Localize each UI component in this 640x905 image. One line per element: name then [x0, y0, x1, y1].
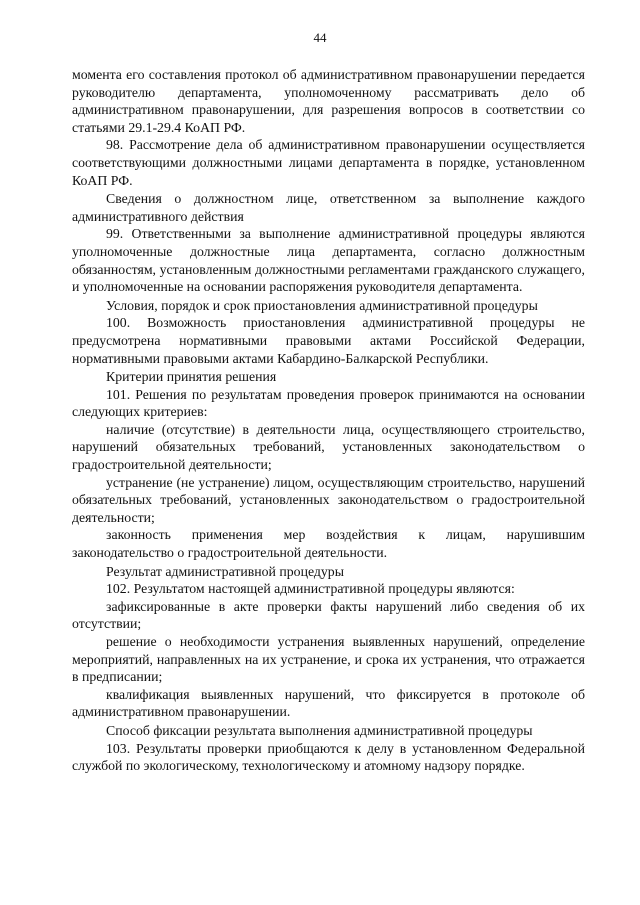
section-heading-fixation-method: Способ фиксации результата выполнения административной процедуры — [106, 722, 533, 738]
section-heading-suspension: Условия, порядок и срок приостановления административной процедуры — [106, 297, 538, 313]
criterion-item: наличие (отсутствие) в деятельности лица, осуществляющего строительство, нарушений обязательных требований, установленных законодательством о градостроительной деятельности; — [72, 421, 585, 473]
criterion-item: устранение (не устранение) лицом, осуществляющим строительство, нарушений обязательных требований, установленных законодательством о градостроительной деятельности; — [72, 474, 585, 525]
result-item: решение о необходимости устранения выявленных нарушений, определение мероприятий, направленных на их устранение, и срока их устранения, что отражается в предписании; — [72, 634, 585, 685]
section-heading-responsible-official: Сведения о должностном лице, ответственном за выполнение каждого административного действия — [72, 191, 585, 224]
result-item: зафиксированные в акте проверки факты нарушений либо сведения об их отсутствии; — [72, 598, 585, 632]
clause-100: 100. Возможность приостановления административной процедуры не предусмотрена нормативными правовыми актами Российской Федерации, нормативными правовыми актами Кабардино-Балкарской Республики. — [72, 315, 585, 366]
clause-98: 98. Рассмотрение дела об административном правонарушении осуществляется соответствующими должностными лицами департамента в порядке, установленном КоАП РФ. — [72, 137, 585, 188]
section-heading-result: Результат административной процедуры — [106, 563, 344, 579]
clause-103: 103. Результаты проверки приобщаются к делу в установленном Федеральной службой по экологическому, технологическому и атомному надзору порядке. — [72, 740, 585, 774]
result-item: квалификация выявленных нарушений, что фиксируется в протоколе об административном правонарушении. — [72, 686, 585, 720]
clause-99: 99. Ответственными за выполнение административной процедуры являются уполномоченные должностные лица департамента, согласно должностным обязанностям, установленным должностными регламентами гражданского служащего, и уполномоченные на основании распоряжения руководителя департамента. — [72, 226, 585, 295]
document-body — [72, 66, 585, 775]
clause-102: 102. Результатом настоящей административной процедуры являются: — [106, 581, 515, 597]
section-heading-decision-criteria: Критерии принятия решения — [106, 369, 277, 385]
criterion-item: законность применения мер воздействия к лицам, нарушившим законодательство о градостроительной деятельности. — [72, 527, 585, 561]
clause-101: 101. Решения по результатам проведения проверок принимаются на основании следующих критериев: — [72, 386, 585, 420]
paragraph-continuation: момента его составления протокол об административном правонарушении передается руководителю департамента, уполномоченному рассматривать дело об административном правонарушении, для разрешения вопросов в соответствии со статьями 29.1-29.4 КоАП РФ. — [72, 67, 585, 135]
page-number: 44 — [313, 30, 327, 45]
